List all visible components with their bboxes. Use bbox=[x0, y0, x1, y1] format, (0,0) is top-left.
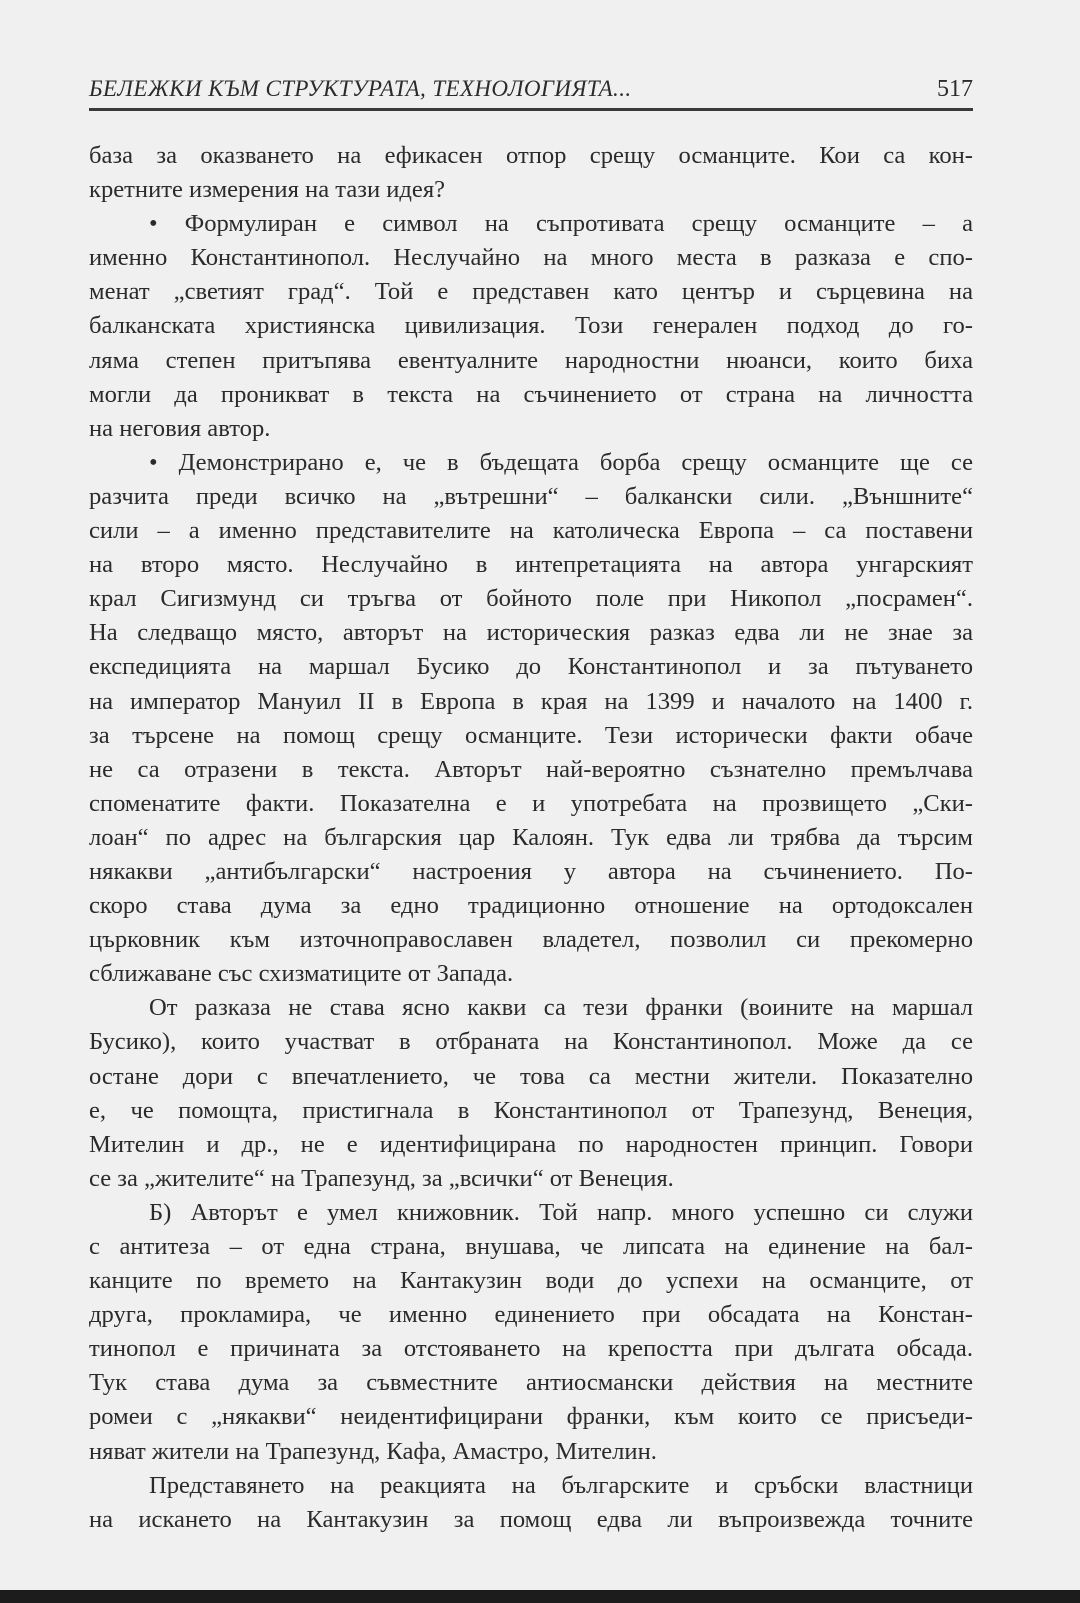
text-line: именно Константинопол. Неслучайно на много места в разказа е спо- bbox=[89, 244, 973, 272]
text-line: е, че помощта, пристигнала в Константинопол от Трапезунд, Венеция, bbox=[89, 1096, 973, 1124]
text-line: могли да проникват в текста на съчинението от страна на личността bbox=[89, 380, 973, 408]
text-line: остане дори с впечатлението, че това са местни жители. Показателно bbox=[89, 1062, 973, 1090]
text-line: • Формулиран е символ на съпротивата срещу османците – а bbox=[149, 210, 973, 238]
text-line: скоро става дума за едно традиционно отношение на ортодоксален bbox=[89, 892, 973, 920]
text-line: се за „жителите“ на Трапезунд, за „всички“ от Венеция. bbox=[89, 1164, 674, 1192]
text-line: кретните измерения на тази идея? bbox=[89, 176, 446, 204]
text-line: църковник към източноправославен владетел, позволил си прекомерно bbox=[89, 926, 973, 954]
text-line: балканската християнска цивилизация. Този генерален подход до го- bbox=[89, 312, 973, 340]
text-line: Тук става дума за съвместните антиосмански действия на местните bbox=[89, 1369, 973, 1397]
text-line: няват жители на Трапезунд, Кафа, Амастро, Мителин. bbox=[89, 1437, 657, 1465]
text-line: От разказа не става ясно какви са тези франки (воините на маршал bbox=[149, 994, 973, 1022]
text-line: сближаване със схизматиците от Запада. bbox=[89, 960, 514, 988]
text-line: менат „светият град“. Той е представен като център и сърцевина на bbox=[89, 278, 973, 306]
text-line: база за оказването на ефикасен отпор срещу османците. Кои са кон- bbox=[89, 142, 973, 169]
text-line: някакви „антибългарски“ настроения у автора на съчинението. По- bbox=[89, 857, 973, 885]
text-line: за търсене на помощ срещу османците. Тези исторически факти обаче bbox=[89, 721, 973, 749]
text-line: Мителин и др., не е идентифицирана по народностен принцип. Говори bbox=[89, 1130, 973, 1158]
text-line: на второ място. Неслучайно в интепретацията на автора унгарският bbox=[89, 551, 973, 579]
text-line: на неговия автор. bbox=[89, 414, 271, 442]
text-line: Представянето на реакцията на българските и сръбски властници bbox=[149, 1471, 973, 1499]
text-line: канците по времето на Кантакузин води до успехи на османците, от bbox=[89, 1267, 973, 1295]
text-line: разчита преди всичко на „вътрешни“ – балкански сили. „Външните“ bbox=[89, 482, 973, 510]
text-line: на император Мануил II в Европа в края на 1399 и началото на 1400 г. bbox=[89, 687, 973, 715]
header-rule bbox=[89, 108, 973, 111]
text-line: с антитеза – от една страна, внушава, че липсата на единение на бал- bbox=[89, 1233, 973, 1260]
text-line: на искането на Кантакузин за помощ едва ли въпроизвежда точните bbox=[89, 1505, 973, 1533]
text-line: Бусико), които участват в отбраната на Константинопол. Може да се bbox=[89, 1028, 973, 1056]
scan-edge bbox=[0, 1590, 1080, 1603]
body-text bbox=[89, 139, 973, 1537]
running-title: БЕЛЕЖКИ КЪМ СТРУКТУРАТА, ТЕХНОЛОГИЯТА... bbox=[89, 76, 632, 101]
text-line: споменатите факти. Показателна е и употребата на прозвището „Ски- bbox=[89, 789, 973, 817]
text-line: експедицията на маршал Бусико до Константинопол и за пътуването bbox=[89, 653, 973, 681]
text-line: ромеи с „някакви“ неидентифицирани франки, към които се присъеди- bbox=[89, 1403, 973, 1431]
page-number: 517 bbox=[937, 76, 973, 102]
text-line: не са отразени в текста. Авторът най-вероятно съзнателно премълчава bbox=[89, 755, 973, 783]
text-line: сили – а именно представителите на католическа Европа – са поставени bbox=[89, 517, 973, 545]
text-line: крал Сигизмунд си тръгва от бойното поле при Никопол „посрамен“. bbox=[89, 585, 973, 613]
text-line: ляма степен притъпява евентуалните народностни нюанси, които биха bbox=[89, 346, 973, 374]
text-line: лоан“ по адрес на българския цар Калоян. Тук едва ли трябва да търсим bbox=[89, 823, 973, 851]
text-line: друга, прокламира, че именно единението при обсадата на Констан- bbox=[89, 1301, 973, 1329]
text-line: • Демонстрирано е, че в бъдещата борба срещу османците ще се bbox=[149, 448, 973, 476]
text-line: Б) Авторът е умел книжовник. Той напр. много успешно си служи bbox=[149, 1198, 973, 1226]
page-header bbox=[89, 72, 973, 112]
text-line: тинопол е причината за отстояването на крепостта при дългата обсада. bbox=[89, 1335, 973, 1363]
text-line: На следващо място, авторът на историческия разказ едва ли не знае за bbox=[89, 619, 973, 647]
